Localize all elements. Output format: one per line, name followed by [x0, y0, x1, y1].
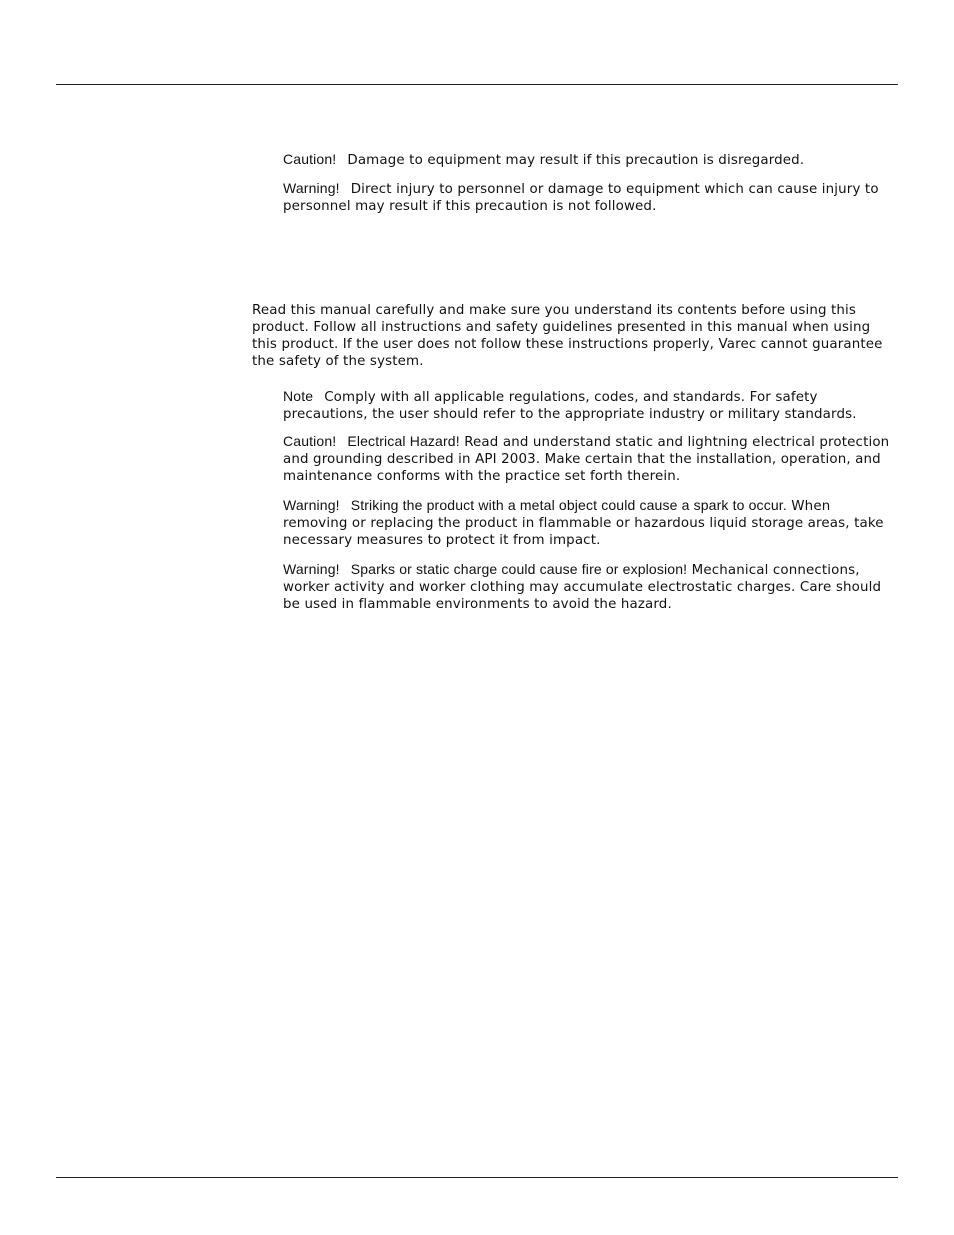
note-text: Comply with all applicable regulations, codes, and standards. For safety precautions, the user should refer to the appropriate industry or military standards.: [283, 390, 857, 422]
caution-text: Damage to equipment may result if this precaution is disregarded.: [347, 153, 805, 168]
caution-label: Caution!: [283, 151, 337, 167]
safety-intro-paragraph: Read this manual carefully and make sure you understand its contents before using this product. Follow all instructions and safety guidelines presented in this manual when using this product. If the user does not follow these instructions properly, Varec cannot guarantee the safety of the system.: [252, 303, 883, 369]
caution-electrical-text: Read and understand static and lightning electrical protection and grounding described in API 2003. Make certain that the installation, operation, and maintenance conforms with the practice set forth therein.: [283, 435, 890, 484]
warning-label: Warning!: [283, 180, 340, 196]
note-paragraph: [283, 388, 898, 423]
warning-metal-heading: Striking the product with a metal object could cause a spark to occur.: [350, 497, 787, 513]
caution-electrical-heading: Electrical Hazard!: [347, 433, 460, 449]
warning-sparks-paragraph: [283, 561, 898, 613]
footer-rule: [56, 1177, 898, 1178]
warning-sparks-heading: Sparks or static charge could cause fire or explosion!: [350, 561, 688, 577]
warning-text: Direct injury to personnel or damage to equipment which can cause injury to personnel may result if this precaution is not followed.: [283, 182, 879, 214]
caution-electrical-paragraph: [283, 433, 898, 485]
caution-definition: [283, 151, 898, 169]
warning-sparks-text: Mechanical connections, worker activity and worker clothing may accumulate electrostatic charges. Care should be used in flammable environments to avoid the hazard.: [283, 563, 882, 612]
note-label: Note: [283, 388, 314, 404]
warning-metal-text: When removing or replacing the product in flammable or hazardous liquid storage areas, take necessary measures to protect it from impact.: [283, 499, 884, 548]
caution-electrical-label: Caution!: [283, 433, 337, 449]
warning-metal-paragraph: [283, 497, 898, 549]
warning-definition: [283, 180, 898, 215]
warning-sparks-label: Warning!: [283, 561, 340, 577]
warning-metal-label: Warning!: [283, 497, 340, 513]
header-rule: [56, 84, 898, 85]
